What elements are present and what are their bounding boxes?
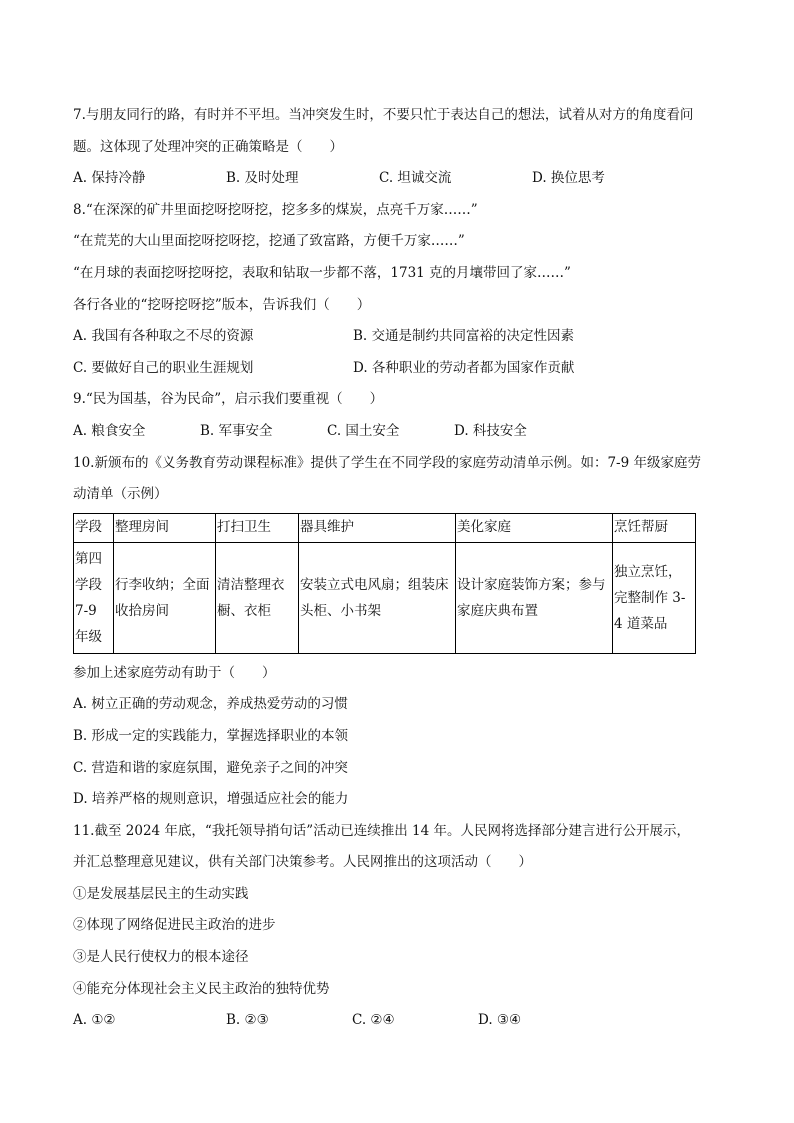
question-8	[73, 195, 721, 385]
table-row	[74, 542, 696, 653]
question-9	[73, 384, 721, 447]
q9-option-d[interactable]: D. 科技安全	[454, 422, 527, 439]
table-cell: 行李收纳；全面收拾房间	[114, 542, 216, 653]
q7-stem-line2: 题。这体现了处理冲突的正确策略是（ ）	[73, 138, 343, 155]
q8-option-c[interactable]: C. 要做好自己的职业生涯规划	[73, 359, 254, 376]
q10-stem-line1: 10.新颁布的《义务教育劳动课程标准》提供了学生在不同学段的家庭劳动清单示例。如：7-9 年级家庭劳	[73, 454, 701, 471]
q10-option-d[interactable]: D. 培养严格的规则意识，增强适应社会的能力	[73, 791, 349, 808]
q11-option-b[interactable]: B. ②③	[226, 1012, 269, 1029]
table-cell: 第四学段 7-9 年级	[74, 542, 114, 653]
q11-option-c[interactable]: C. ②④	[352, 1012, 395, 1029]
table-header-cell: 烹饪帮厨	[613, 513, 696, 542]
q11-item-3: ③是人民行使权力的根本途径	[73, 949, 249, 966]
q8-option-b[interactable]: B. 交通是制约共同富裕的决定性因素	[353, 328, 575, 345]
q10-stem-line3: 参加上述家庭劳动有助于（ ）	[73, 664, 276, 681]
q7-option-a[interactable]: A. 保持冷静	[73, 170, 146, 187]
question-11	[73, 816, 721, 1037]
q8-option-d[interactable]: D. 各种职业的劳动者都为国家作贡献	[353, 359, 575, 376]
q10-option-c[interactable]: C. 营造和谐的家庭氛围，避免亲子之间的冲突	[73, 759, 348, 776]
q7-options	[73, 163, 721, 195]
table-header-cell: 打扫卫生	[216, 513, 299, 542]
q8-stem-line2: “在荒芜的大山里面挖呀挖呀挖，挖通了致富路，方便千万家……”	[73, 233, 465, 250]
q11-item-2: ②体现了网络促进民主政治的进步	[73, 917, 276, 934]
table-header-cell: 器具维护	[299, 513, 456, 542]
q11-options	[73, 1005, 721, 1037]
q8-stem-line1: 8.“在深深的矿井里面挖呀挖呀挖，挖多多的煤炭，点亮千万家……”	[73, 201, 478, 218]
q9-option-c[interactable]: C. 国土安全	[327, 422, 400, 439]
q7-option-c[interactable]: C. 坦诚交流	[379, 170, 452, 187]
question-10	[73, 448, 721, 816]
q11-option-d[interactable]: D. ③④	[478, 1012, 522, 1029]
exam-page	[73, 100, 721, 1037]
q8-options-row2	[73, 353, 721, 385]
table-header-row	[74, 513, 696, 542]
table-header-cell: 整理房间	[114, 513, 216, 542]
q11-item-4: ④能充分体现社会主义民主政治的独特优势	[73, 980, 330, 997]
question-7	[73, 100, 721, 195]
q10-option-a[interactable]: A. 树立正确的劳动观念，养成热爱劳动的习惯	[73, 696, 348, 713]
table-header-cell: 美化家庭	[456, 513, 613, 542]
table-cell: 独立烹饪，完整制作 3-4 道菜品	[613, 542, 696, 653]
table-header-cell: 学段	[74, 513, 114, 542]
q11-item-1: ①是发展基层民主的生动实践	[73, 885, 249, 902]
q7-stem-line1: 7.与朋友同行的路，有时并不平坦。当冲突发生时，不要只忙于表达自己的想法，试着从对方的角度看问	[73, 107, 694, 123]
q7-option-d[interactable]: D. 换位思考	[532, 170, 605, 187]
q8-options-row1	[73, 321, 721, 353]
q9-option-b[interactable]: B. 军事安全	[200, 422, 273, 439]
q8-option-a[interactable]: A. 我国有各种取之不尽的资源	[73, 328, 254, 345]
q10-stem-line2: 动清单（示例）	[73, 486, 168, 503]
q11-option-a[interactable]: A. ①②	[73, 1012, 116, 1029]
q8-stem-line3: “在月球的表面挖呀挖呀挖，表取和钻取一步都不落，1731 克的月壤带回了家……”	[73, 264, 571, 281]
q10-option-b[interactable]: B. 形成一定的实践能力，掌握选择职业的本领	[73, 727, 349, 744]
table-cell: 设计家庭装饰方案；参与家庭庆典布置	[456, 542, 613, 653]
q11-stem-line2: 并汇总整理意见建议，供有关部门决策参考。人民网推出的这项活动（ ）	[73, 854, 532, 871]
q9-option-a[interactable]: A. 粮食安全	[73, 422, 146, 439]
q8-stem-line4: 各行各业的“挖呀挖呀挖”版本，告诉我们（ ）	[73, 296, 371, 313]
q11-stem-line1: 11.截至 2024 年底，“我托领导捎句话”活动已连续推出 14 年。人民网将选择部分建言进行公开展示，	[73, 822, 690, 839]
chore-table	[73, 513, 696, 654]
q9-stem-line1: 9.“民为国基，谷为民命”，启示我们要重视（ ）	[73, 391, 384, 408]
q7-option-b[interactable]: B. 及时处理	[226, 170, 299, 187]
q9-options	[73, 416, 721, 448]
table-cell: 清洁整理衣橱、衣柜	[216, 542, 299, 653]
table-cell: 安装立式电风扇；组装床头柜、小书架	[299, 542, 456, 653]
